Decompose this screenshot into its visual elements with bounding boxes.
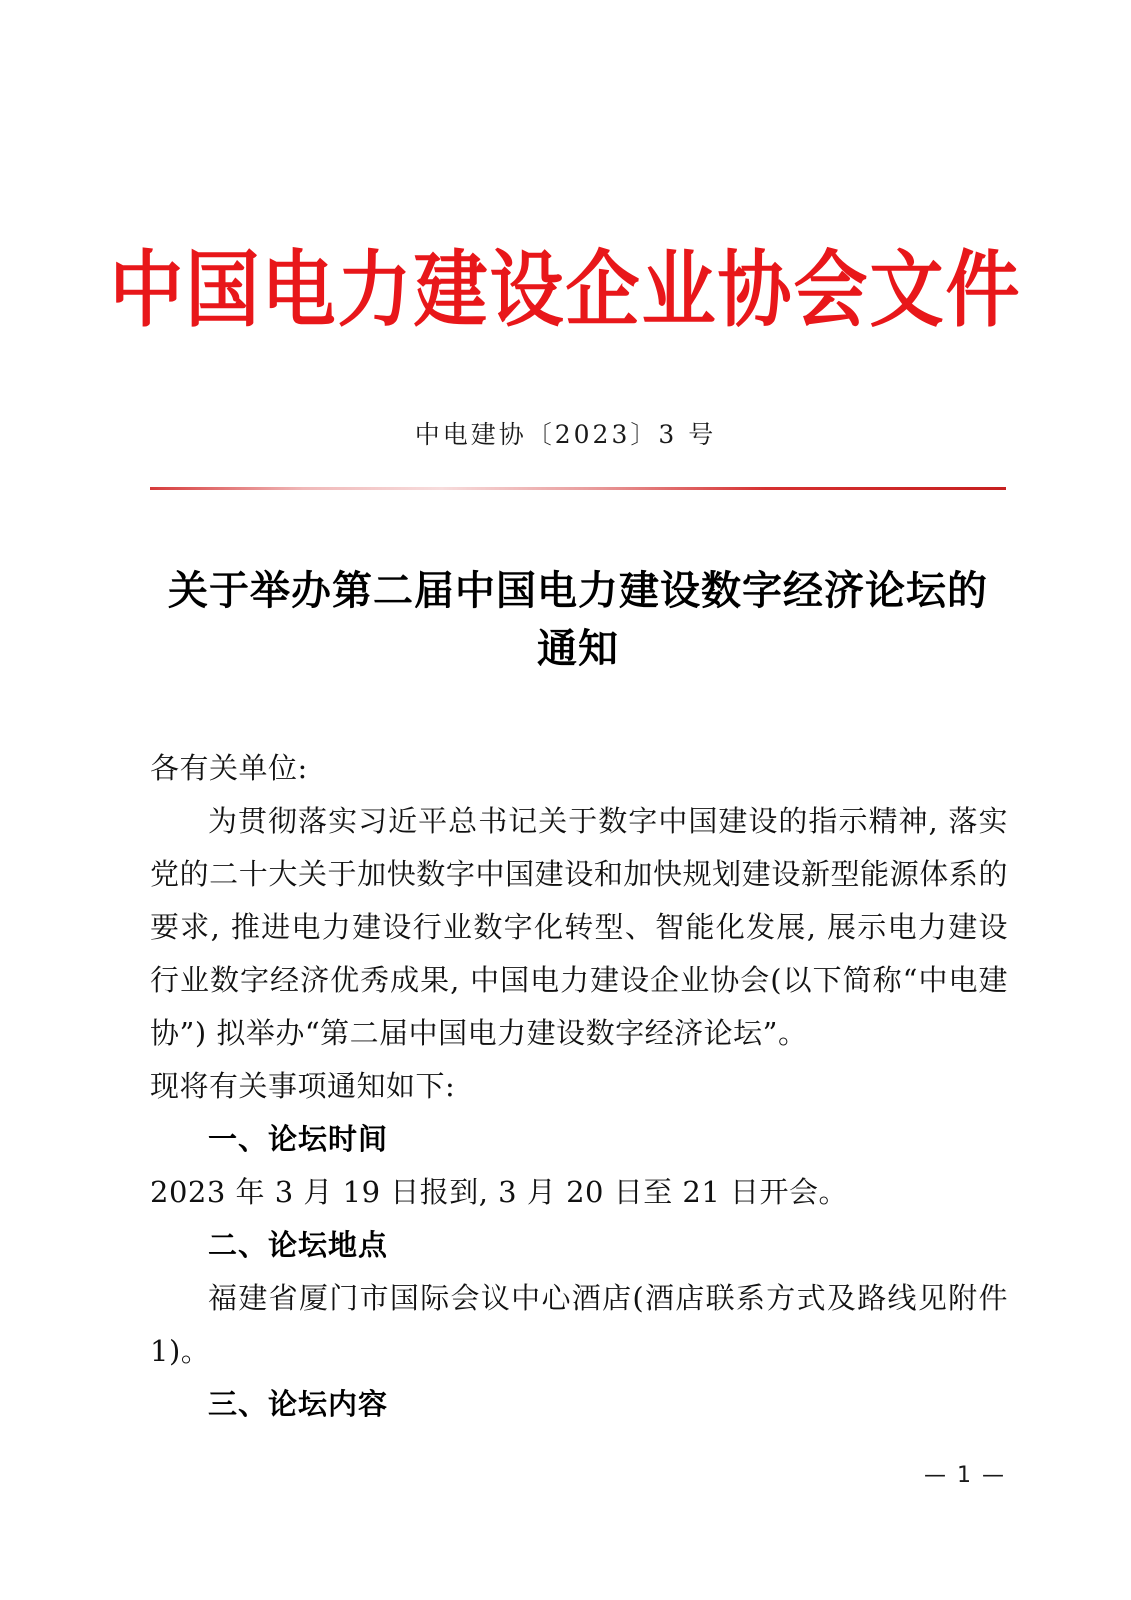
document-title xyxy=(150,562,1006,678)
masthead xyxy=(0,242,1131,339)
document-number: 中电建协〔2023〕3 号 xyxy=(414,420,717,449)
section-body-2: 福建省厦门市国际会议中心酒店(酒店联系方式及路线见附件 1)。 xyxy=(150,1281,1008,1368)
document-body xyxy=(150,742,1008,1431)
section-heading-3: 三、论坛内容 xyxy=(208,1387,389,1421)
page-number: — 1 — xyxy=(924,1463,1006,1488)
section-body-1: 2023 年 3 月 19 日报到, 3 月 20 日至 21 日开会。 xyxy=(150,1175,849,1209)
body-paragraph-1: 为贯彻落实习近平总书记关于数字中国建设的指示精神, 落实党的二十大关于加快数字中国建设和加快规划建设新型能源体系的要求, 推进电力建设行业数字化转型、智能化发展, 展示电力建设行业数字经济优秀成果, 中国电力建设企业协会(以下简称“中电建协”) 拟举办“第二届中国电力建设数字经济论坛”。 xyxy=(150,804,1008,1050)
masthead-title: 中国电力建设企业协会文件 xyxy=(109,242,1022,339)
body-paragraph-2: 现将有关事项通知如下: xyxy=(150,1069,456,1103)
document-title-line-2: 通知 xyxy=(537,625,619,672)
document-title-line-1: 关于举办第二届中国电力建设数字经济论坛的 xyxy=(168,567,988,614)
red-separator-rule xyxy=(150,487,1006,490)
section-heading-1: 一、论坛时间 xyxy=(208,1122,389,1156)
salutation: 各有关单位: xyxy=(150,751,308,785)
section-heading-2: 二、论坛地点 xyxy=(208,1228,389,1262)
